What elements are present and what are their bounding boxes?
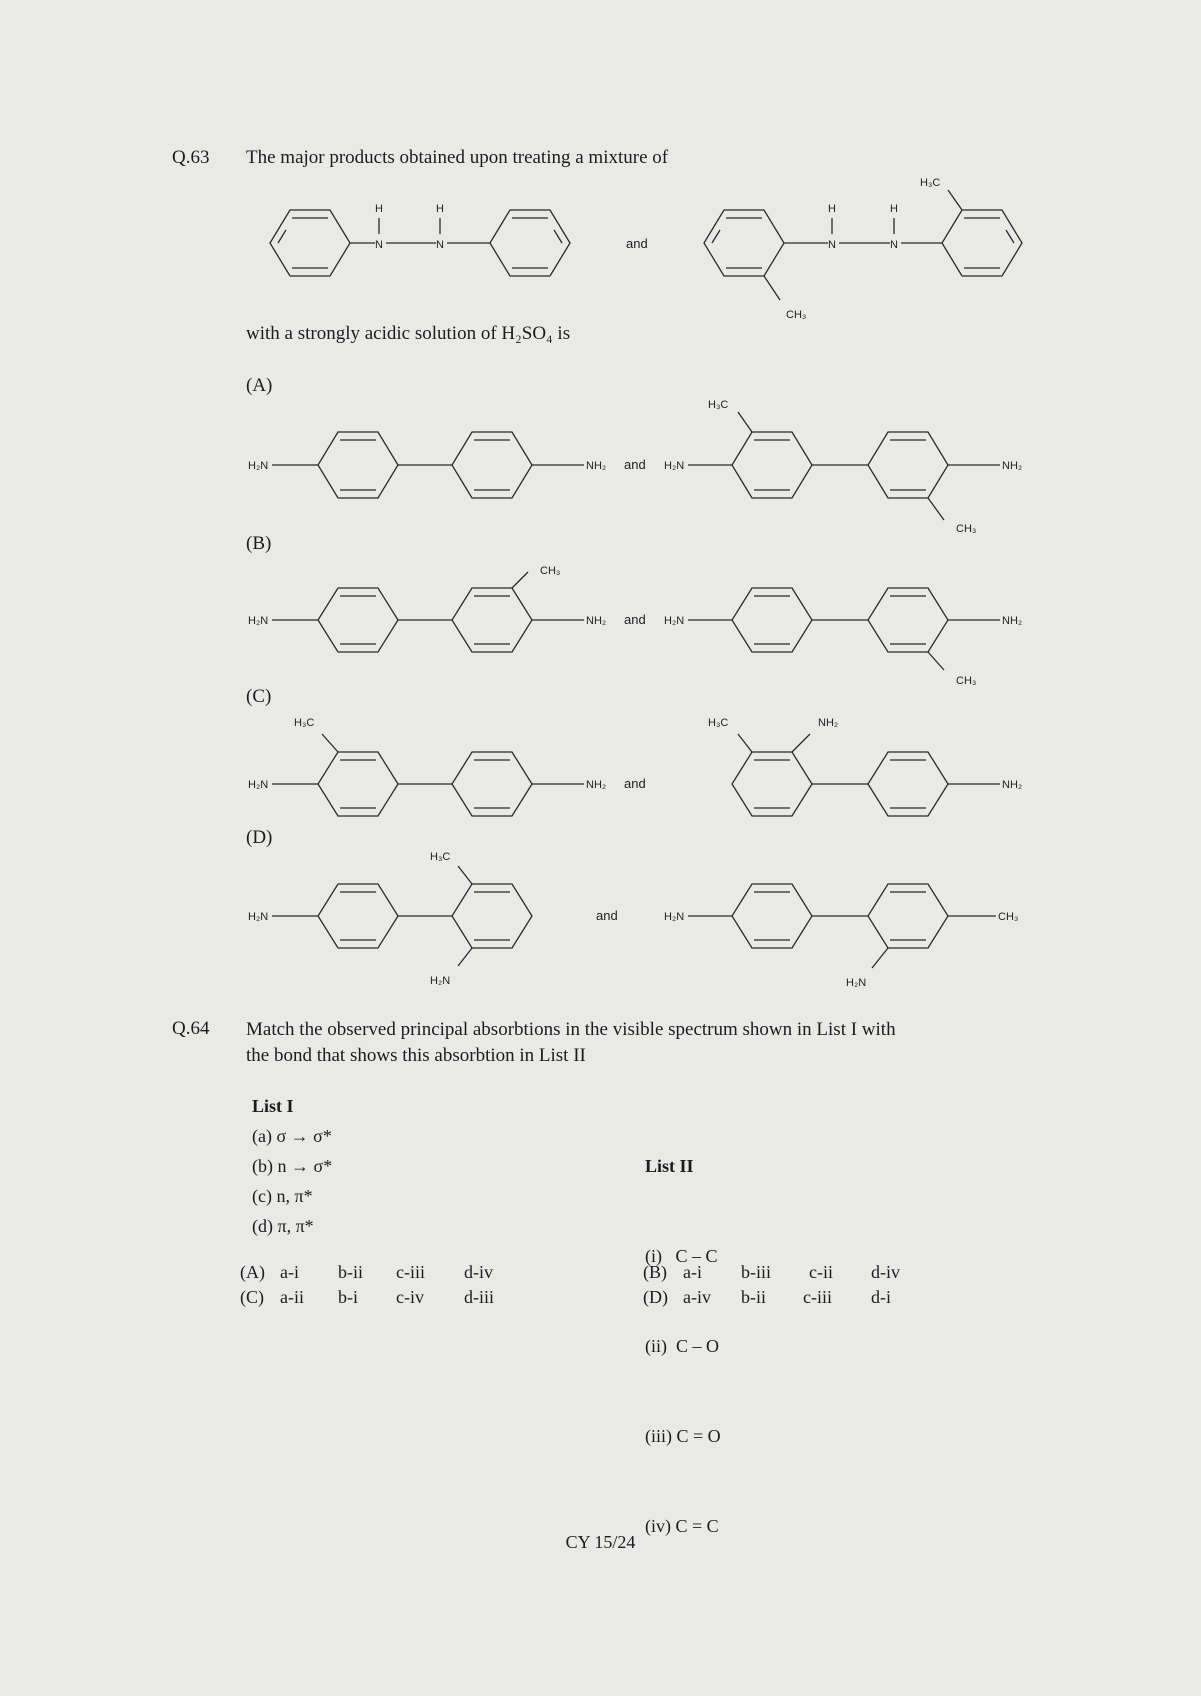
list-1-item: (c) n, π*: [252, 1186, 313, 1206]
atom-h: H: [828, 203, 836, 215]
q63-stem: The major products obtained upon treating a mixture of: [246, 147, 669, 168]
q64-stem-line-2: the bond that shows this absorbtion in List II: [246, 1045, 586, 1066]
atom-n: N: [890, 239, 898, 251]
amine-label: NH₂: [1002, 779, 1023, 791]
list-1-item: (b) n → σ*: [252, 1156, 333, 1176]
q64-choice-c[interactable]: [240, 1287, 494, 1308]
q63-number: Q.63: [172, 147, 210, 168]
amine-label: H₂N: [248, 911, 269, 923]
benzene-ring: [452, 884, 532, 948]
methyl-label: H₃C: [430, 851, 451, 863]
choice-pair: a-ii: [280, 1287, 304, 1307]
benzene-ring: [868, 588, 948, 652]
list-1-title: List I: [252, 1096, 294, 1116]
amine-label: H₂N: [664, 460, 685, 472]
amine-label: H₂N: [846, 977, 867, 989]
amine-label: H₂N: [664, 911, 685, 923]
choice-pair: b-i: [338, 1287, 358, 1307]
atom-h: H: [436, 203, 444, 215]
q64-choice-a[interactable]: [240, 1262, 493, 1283]
methyl-label: H₃C: [708, 717, 729, 729]
choice-pair: c-iii: [803, 1287, 832, 1307]
amine-label: NH₂: [818, 717, 839, 729]
methyl-label: H₃C: [920, 177, 941, 189]
benzene-ring: [732, 884, 812, 948]
methyl-label: CH₃: [540, 565, 561, 577]
amine-label: H₂N: [248, 615, 269, 627]
q64-choice-d[interactable]: [643, 1287, 891, 1308]
q63-option-b-label: (B): [246, 533, 272, 554]
methyl-label: CH₃: [998, 911, 1019, 923]
q64-number: Q.64: [172, 1018, 210, 1039]
amine-label: H₂N: [248, 460, 269, 472]
list-2-item: (i) C – C: [645, 1246, 718, 1266]
choice-pair: c-iv: [396, 1287, 424, 1307]
list-2-item: (iv) C = C: [645, 1516, 719, 1536]
benzene-ring: [318, 752, 398, 816]
q63-tail: with a strongly acidic solution of H₂SO₄ is: [246, 323, 571, 344]
benzene-ring: [868, 432, 948, 498]
benzene-ring: [452, 588, 532, 652]
methyl-label: CH₃: [956, 523, 977, 535]
q64-choice-b[interactable]: [643, 1262, 900, 1283]
amine-label: NH₂: [586, 615, 607, 627]
benzene-ring: [704, 210, 784, 276]
choice-pair: b-ii: [741, 1287, 766, 1307]
option-a-structures: [248, 399, 1022, 535]
choice-label: (A): [240, 1262, 265, 1282]
benzene-ring: [318, 432, 398, 498]
benzene-ring: [452, 432, 532, 498]
list-1-item: (d) π, π*: [252, 1216, 314, 1236]
connector-and: and: [624, 612, 646, 627]
page-footer: CY 15/24: [565, 1532, 636, 1552]
benzene-ring: [732, 588, 812, 652]
list-2-item: (iii) C = O: [645, 1426, 721, 1446]
q63-option-c-label: (C): [246, 686, 272, 707]
amine-label: NH₂: [586, 779, 607, 791]
benzene-ring: [732, 432, 812, 498]
choice-pair: d-iv: [871, 1262, 900, 1282]
amine-label: H₂N: [248, 779, 269, 791]
benzene-ring: [868, 884, 948, 948]
benzene-ring: [868, 752, 948, 816]
choice-pair: d-i: [871, 1287, 891, 1307]
q63-option-a-label: (A): [246, 375, 273, 396]
list-2: [645, 1091, 721, 1601]
amine-label: H₂N: [664, 615, 685, 627]
methyl-label: H₃C: [294, 717, 315, 729]
option-b-structures: [248, 565, 1022, 687]
connector-and: and: [626, 236, 648, 251]
benzene-ring: [490, 210, 570, 276]
atom-n: N: [436, 239, 444, 251]
reactant-dimethylhydrazobenzene: [704, 177, 1022, 321]
choice-pair: c-ii: [809, 1262, 833, 1282]
option-c-structures: [248, 717, 1022, 816]
list-1: [252, 1091, 332, 1241]
choice-pair: a-i: [280, 1262, 299, 1282]
amine-label: NH₂: [1002, 615, 1023, 627]
choice-label: (D): [643, 1287, 668, 1307]
choice-pair: d-iv: [464, 1262, 493, 1282]
amine-label: NH₂: [586, 460, 607, 472]
benzene-ring: [732, 752, 812, 816]
atom-h: H: [375, 203, 383, 215]
atom-n: N: [828, 239, 836, 251]
choice-pair: a-iv: [683, 1287, 711, 1307]
atom-n: N: [375, 239, 383, 251]
atom-h: H: [890, 203, 898, 215]
benzene-ring: [942, 210, 1022, 276]
methyl-label: CH₃: [956, 675, 977, 687]
choice-label: (B): [643, 1262, 667, 1282]
benzene-ring: [318, 884, 398, 948]
list-2-item: (ii) C – O: [645, 1336, 719, 1356]
connector-and: and: [624, 776, 646, 791]
benzene-ring: [452, 752, 532, 816]
option-d-structures: [248, 851, 1018, 989]
choice-pair: b-iii: [741, 1262, 771, 1282]
connector-and: and: [596, 908, 618, 923]
list-1-item: (a) σ → σ*: [252, 1126, 332, 1146]
choice-pair: b-ii: [338, 1262, 363, 1282]
connector-and: and: [624, 457, 646, 472]
benzene-ring: [270, 210, 350, 276]
choice-label: (C): [240, 1287, 264, 1307]
reactant-hydrazobenzene: [270, 203, 570, 276]
choice-pair: d-iii: [464, 1287, 494, 1307]
amine-label: NH₂: [1002, 460, 1023, 472]
methyl-label: H₃C: [708, 399, 729, 411]
amine-label: H₂N: [430, 975, 451, 987]
q64-stem-line-1: Match the observed principal absorbtions in the visible spectrum shown in List I with: [246, 1019, 896, 1040]
benzene-ring: [318, 588, 398, 652]
choice-pair: c-iii: [396, 1262, 425, 1282]
methyl-label: CH₃: [786, 309, 807, 321]
list-2-title: List II: [645, 1156, 694, 1176]
choice-pair: a-i: [683, 1262, 702, 1282]
q63-option-d-label: (D): [246, 827, 273, 848]
